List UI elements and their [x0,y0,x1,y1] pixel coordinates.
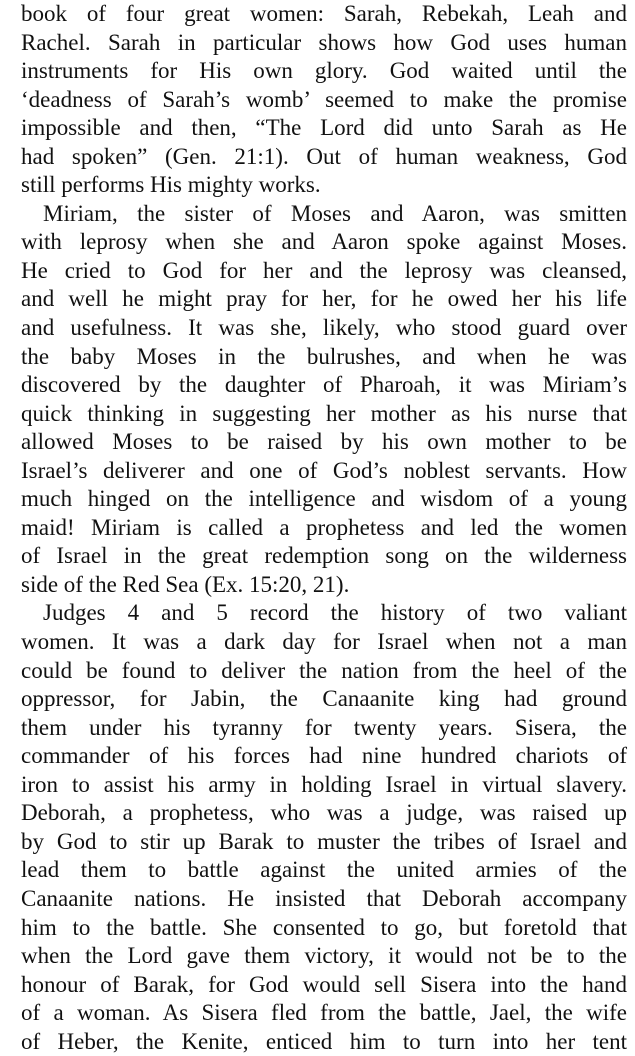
text-line: Deborah, a prophetess, who was a judge, was raised up [21,800,627,826]
text-line: quick thinking in suggesting her mother as his nurse that [21,400,627,426]
text-line: discovered by the daughter of Pharoah, it was Miriam’s [21,372,627,398]
text-line: ‘deadness of Sarah’s womb’ seemed to make the promise [21,86,627,112]
text-line: honour of Barak, for God would sell Sisera into the hand [21,971,627,997]
text-line: He cried to God for her and the leprosy was cleansed, [21,257,627,283]
text-line: and usefulness. It was she, likely, who stood guard over [21,315,627,341]
text-line: Rachel. Sarah in particular shows how God uses human [21,29,627,55]
text-line: book of four great women: Sarah, Rebekah, Leah and [21,1,627,26]
text-line: side of the Red Sea (Ex. 15:20, 21). [21,571,350,597]
paragraph-sarah [21,0,627,200]
text-line: by God to stir up Barak to muster the tribes of Israel and [21,828,627,854]
text-line: maid! Miriam is called a prophetess and led the women [21,514,627,540]
text-line: him to the battle. She consented to go, but foretold that [21,914,627,940]
paragraph-miriam [21,200,627,600]
text-line: the baby Moses in the bulrushes, and when he was [21,343,627,369]
body-text [21,0,627,1056]
text-line: had spoken” (Gen. 21:1). Out of human weakness, God [21,143,627,169]
text-line: with leprosy when she and Aaron spoke against Moses. [21,229,627,255]
text-line: Judges 4 and 5 record the history of two valiant [43,600,627,626]
text-line: impossible and then, “The Lord did unto Sarah as He [21,115,627,141]
text-line: could be found to deliver the nation from the heel of the [21,657,627,683]
text-line: of a woman. As Sisera fled from the battle, Jael, the wife [21,1000,627,1026]
text-line: and well he might pray for her, for he owed her his life [21,286,627,312]
text-line: them under his tyranny for twenty years. Sisera, the [21,714,627,740]
text-line: Israel’s deliverer and one of God’s noblest servants. How [21,457,627,483]
text-line: of Heber, the Kenite, enticed him to turn into her tent [21,1028,627,1054]
text-line: commander of his forces had nine hundred chariots of [21,743,627,769]
text-line: Canaanite nations. He insisted that Deborah accompany [21,885,627,911]
text-line: much hinged on the intelligence and wisdom of a young [21,486,627,512]
text-line: iron to assist his army in holding Israel in virtual slavery. [21,771,627,797]
paragraph-judges [21,599,627,1056]
text-line: allowed Moses to be raised by his own mother to be [21,429,627,455]
text-line: lead them to battle against the united armies of the [21,857,627,883]
text-line: instruments for His own glory. God waited until the [21,58,627,84]
text-line: when the Lord gave them victory, it would not be to the [21,943,627,969]
text-line: women. It was a dark day for Israel when not a man [21,629,627,655]
text-line: of Israel in the great redemption song on the wilderness [21,543,627,569]
text-line: still performs His mighty works. [21,172,321,198]
text-line: Miriam, the sister of Moses and Aaron, was smitten [43,200,627,226]
text-line: oppressor, for Jabin, the Canaanite king had ground [21,686,627,712]
